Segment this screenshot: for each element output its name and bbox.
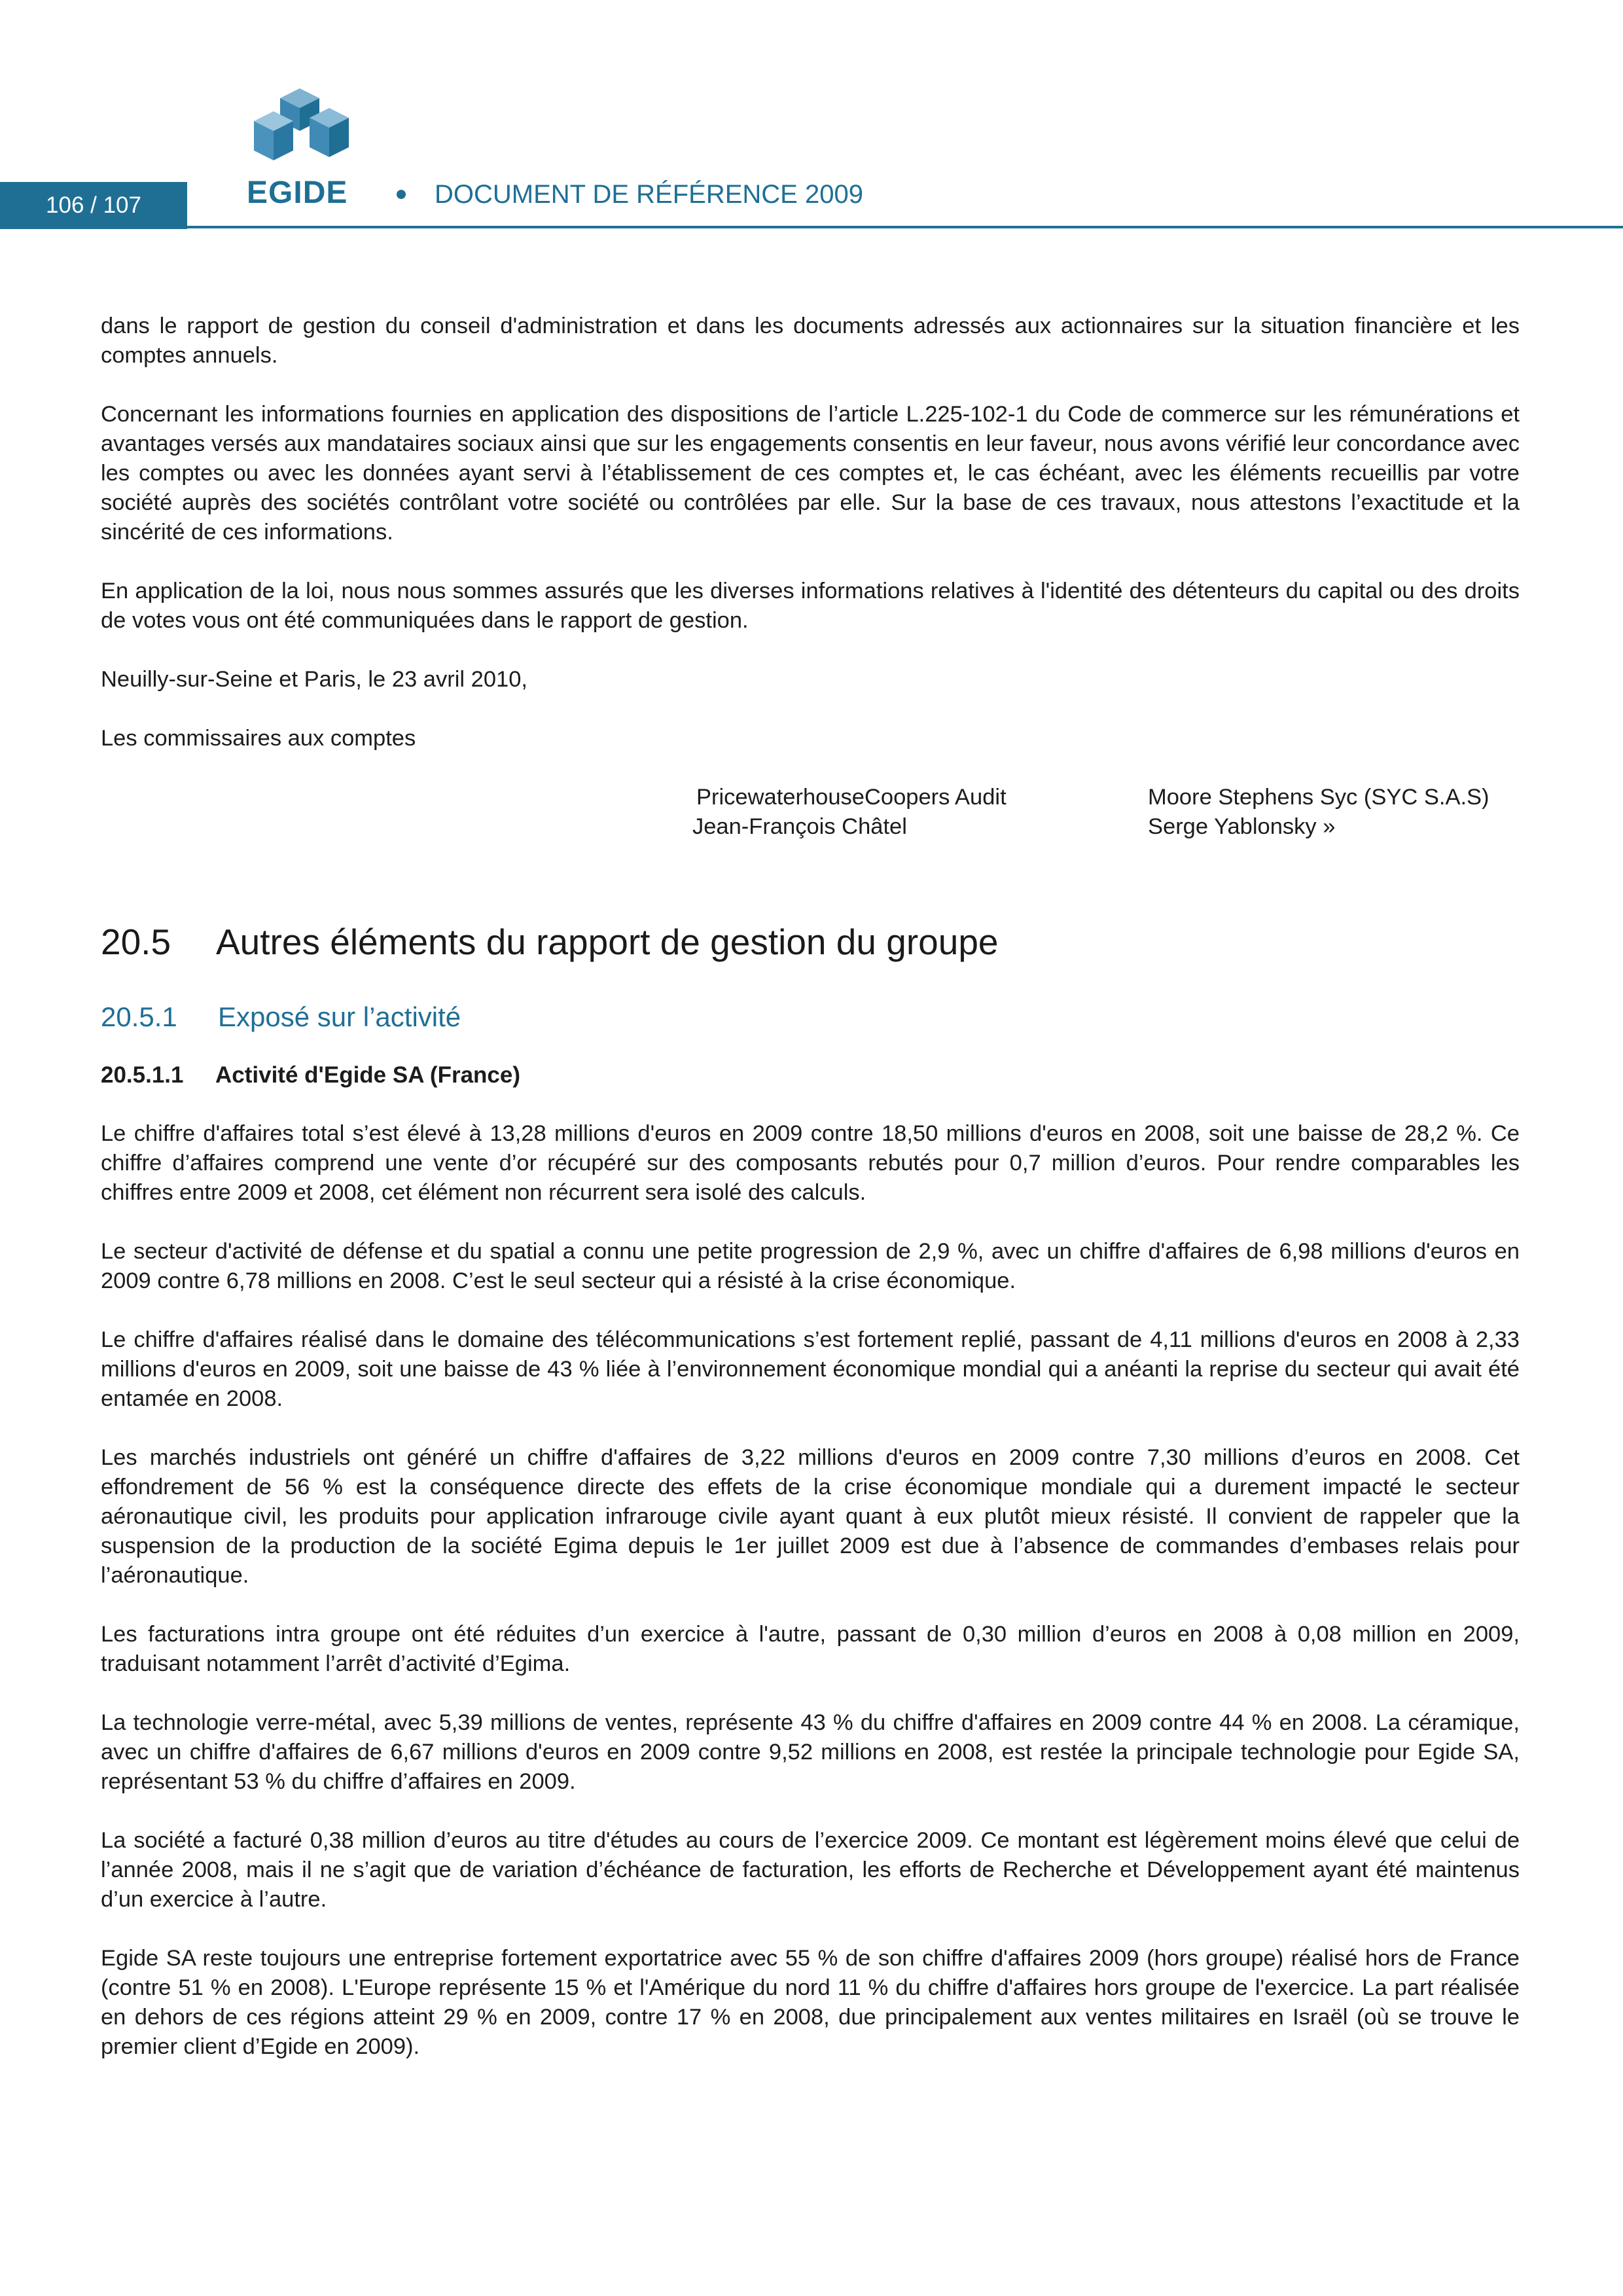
signature-firm: PricewaterhouseCoopers Audit <box>696 785 1007 810</box>
section-number: 20.5 <box>101 922 171 962</box>
paragraph: Egide SA reste toujours une entreprise fortement exportatrice avec 55 % de son chiffre d'affaires 2009 (hors groupe) réalisé hors de France (contre 51 % en 2008). L'Europe représente 15 % et l'Amérique du nord 11 % du chiffre d'affaires hors groupe de l'exercice. La part réalisée en dehors de ces régions atteint 29 % en 2009, contre 17 % en 2008, due principalement aux ventes militaires en Israël (où se trouve le premier client d’Egide en 2009). <box>101 1946 1520 2059</box>
paragraph: dans le rapport de gestion du conseil d'administration et dans les documents adressés aux actionnaires sur la situation financière et les comptes annuels. <box>101 314 1520 368</box>
logo-wordmark: EGIDE <box>247 175 348 210</box>
paragraph: Les marchés industriels ont généré un chiffre d'affaires de 3,22 millions d'euros en 2009 contre 7,30 millions d’euros en 2008. Cet effondrement de 56 % est la conséquence directe des effets de la crise économique mondiale qui a durement impacté le secteur aéronautique civil, les produits pour application infrarouge civile ayant quant à eux plutôt mieux résisté. Il convient de rappeler que la suspension de la production de la société Egima depuis le 1er juillet 2009 est due à l’absence de commandes d’embases relais pour l’aéronautique. <box>101 1445 1520 1588</box>
page-number: 106 / 107 <box>0 182 187 229</box>
paragraph: Les facturations intra groupe ont été réduites d’un exercice à l'autre, passant de 0,30 million d’euros en 2008 à 0,08 million en 2009, traduisant notamment l’arrêt d’activité d’Egima. <box>101 1622 1520 1676</box>
date-place: Neuilly-sur-Seine et Paris, le 23 avril 2010, <box>101 667 527 692</box>
section-title: Autres éléments du rapport de gestion du groupe <box>216 922 999 962</box>
signature-firm: Moore Stephens Syc (SYC S.A.S) <box>1148 785 1489 810</box>
paragraph: Le chiffre d'affaires réalisé dans le domaine des télécommunications s’est fortement replié, passant de 4,11 millions d'euros en 2008 à 2,33 millions d'euros en 2009, soit une baisse de 43 % liée à l’environnement économique mondial qui a anéanti la reprise du secteur qui avait été entamée en 2008. <box>101 1327 1520 1411</box>
paragraph: Concernant les informations fournies en application des dispositions de l’article L.225-102-1 du Code de commerce sur les rémunérations et avantages versés aux mandataires sociaux ainsi que sur les engagements consentis en leur faveur, nous avons vérifié leur concordance avec les comptes ou avec les données ayant servi à l’établissement de ces comptes et, le cas échéant, avec les éléments recueillis par votre société auprès des sociétés contrôlant votre société ou contrôlées par elle. Sur la base de ces travaux, nous attestons l’exactitude et la sincérité de ces informations. <box>101 402 1520 545</box>
header-bullet <box>397 190 406 199</box>
signature-block <box>101 783 1520 842</box>
subsection-title: Exposé sur l’activité <box>218 1001 461 1032</box>
signature-person: Jean-François Châtel <box>692 814 907 839</box>
subsection-heading <box>101 999 1520 1035</box>
subsubsection-title: Activité d'Egide SA (France) <box>215 1062 521 1088</box>
page-content <box>101 312 1520 2091</box>
header-divider <box>187 226 1623 228</box>
section-heading <box>101 919 1520 965</box>
paragraph: La technologie verre-métal, avec 5,39 millions de ventes, représente 43 % du chiffre d'affaires en 2009 contre 44 % en 2008. La céramique, avec un chiffre d'affaires de 6,67 millions d'euros en 2009 contre 9,52 millions en 2008, est restée la principale technologie pour Egide SA, représentant 53 % du chiffre d’affaires en 2009. <box>101 1710 1520 1794</box>
signature-person: Serge Yablonsky » <box>1148 814 1336 839</box>
paragraph: Le secteur d'activité de défense et du spatial a connu une petite progression de 2,9 %, avec un chiffre d'affaires de 6,98 millions d'euros en 2009 contre 6,78 millions en 2008. C’est le seul secteur qui a résisté à la crise économique. <box>101 1239 1520 1293</box>
subsection-number: 20.5.1 <box>101 1001 177 1032</box>
signature-right <box>1148 783 1489 842</box>
paragraph: La société a facturé 0,38 million d’euros au titre d'études au cours de l’exercice 2009. Ce montant est légèrement moins élevé que celui de l’année 2008, mais il ne s’agit que de variation d’échéance de facturation, les efforts de Recherche et Développement ayant été maintenus d’un exercice à l’autre. <box>101 1828 1520 1912</box>
paragraph: En application de la loi, nous nous sommes assurés que les diverses informations relatives à l'identité des détenteurs du capital ou des droits de votes vous ont été communiquées dans le rapport de gestion. <box>101 579 1520 633</box>
signature-left <box>692 783 1007 842</box>
paragraph: Le chiffre d'affaires total s’est élevé à 13,28 millions d'euros en 2009 contre 18,50 millions d'euros en 2008, soit une baisse de 28,2 %. Ce chiffre d’affaires comprend une vente d’or récupéré sur des composants rebutés pour 0,7 million d’euros. Pour rendre comparables les chiffres entre 2009 et 2008, cet élément non récurrent sera isolé des calculs. <box>101 1121 1520 1205</box>
subsubsection-heading <box>101 1060 1520 1090</box>
signatories-heading: Les commissaires aux comptes <box>101 726 416 751</box>
subsubsection-number: 20.5.1.1 <box>101 1062 184 1088</box>
document-title: DOCUMENT DE RÉFÉRENCE 2009 <box>435 180 863 209</box>
